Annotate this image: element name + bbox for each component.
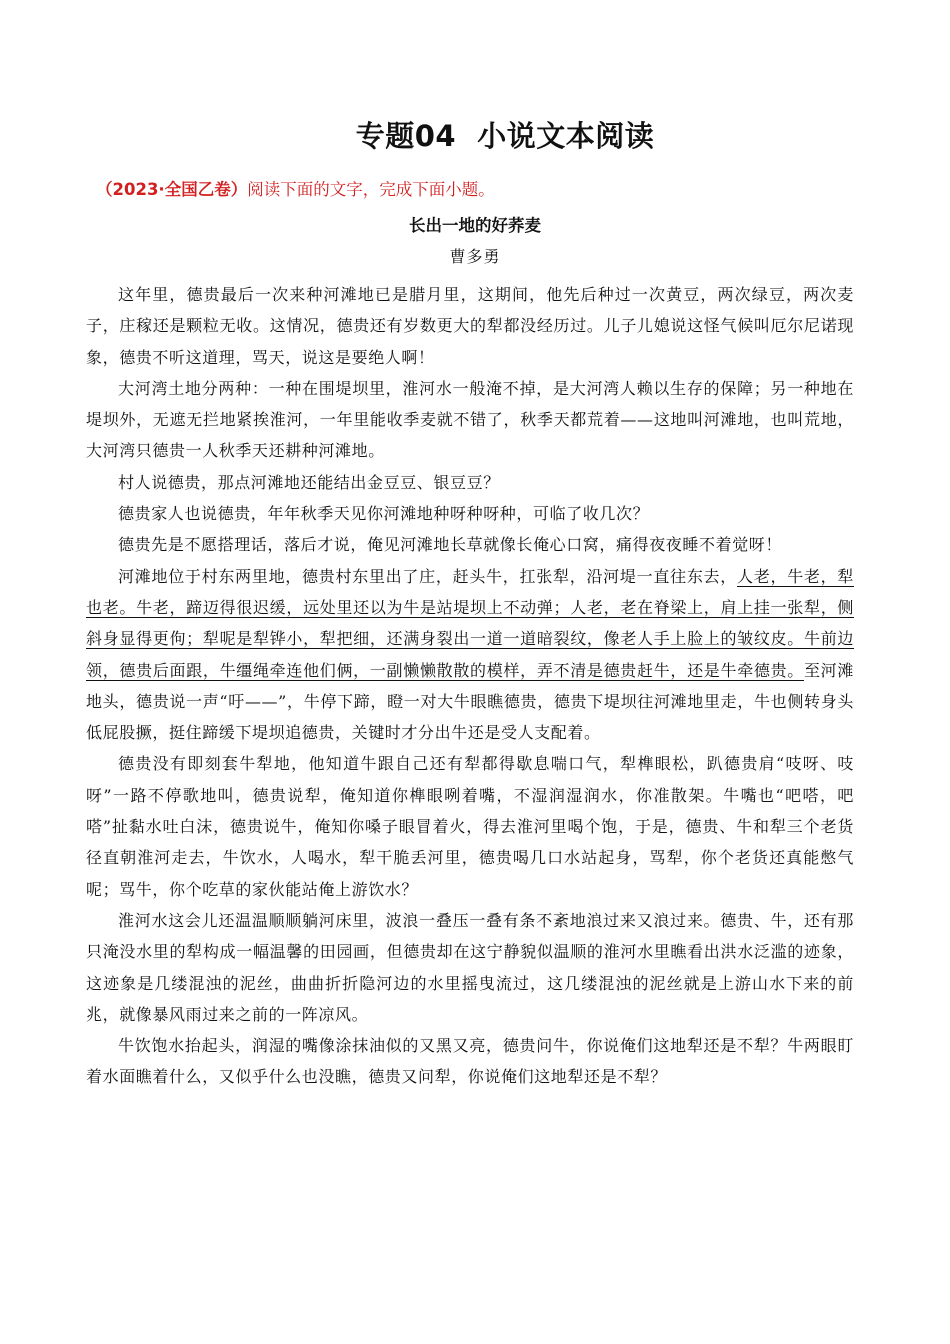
exam-source-tag: （2023·全国乙卷）	[96, 180, 248, 199]
paragraph-text: 德贵先是不愿搭理话，落后才说，俺见河滩地长草就像长俺心口窝，痛得夜夜睡不着觉呀！	[118, 535, 783, 555]
paragraph	[86, 1030, 854, 1093]
paragraph	[86, 373, 854, 467]
paragraph-text: 德贵没有即刻套牛犁地，他知道牛跟自己还有犁都得歇息喘口气，犁榫眼松，趴德贵肩“吱呀、吱呀”一路不停歌地叫，德贵说犁，俺知道你榫眼咧着嘴，不湿润湿润水，你准散架。牛嘴也“吧嗒，吧嗒”扯黏水吐白沫，德贵说牛，俺知你嗓子眼冒着火，得去淮河里喝个饱，于是，德贵、牛和犁三个老货径直朝淮河走去，牛饮水，人喝水，犁干脆丢河里，德贵喝几口水站起身，骂犁，你个老货还真能憋气呢；骂牛，你个吃草的家伙能站俺上游饮水？	[86, 754, 854, 899]
paragraph-text: 至河滩地头，德贵说一声“吁——”，牛停下蹄，瞪一对大牛眼瞧德贵，德贵下堤坝往河滩地里走，牛也侧转身头低屁股撅，挺住蹄缓下堤坝追德贵，关键时才分出牛还是受人支配着。	[86, 660, 854, 743]
question-source-line	[96, 178, 495, 202]
paragraph-text: 这年里，德贵最后一次来种河滩地已是腊月里，这期间，他先后种过一次黄豆，两次绿豆，两次麦子，庄稼还是颗粒无收。这情况，德贵还有岁数更大的犁都没经历过。儿子儿媳说这怪气候叫厄尔尼诺现象，德贵不听这道理，骂天，说这是要绝人啊！	[86, 285, 854, 367]
paragraph-text: 德贵家人也说德贵，年年秋季天见你河滩地种呀种呀种，可临了收几次？	[118, 504, 650, 524]
paragraph-text: 村人说德贵，那点河滩地还能结出金豆豆、银豆豆？	[118, 472, 500, 492]
paragraph	[86, 748, 854, 904]
story-author: 曹多勇	[449, 247, 501, 266]
paragraph	[86, 905, 854, 1030]
paragraph	[86, 467, 854, 498]
paragraph	[86, 529, 854, 560]
paragraph-text: 淮河水这会儿还温温顺顺躺河床里，波浪一叠压一叠有条不紊地浪过来又浪过来。德贵、牛，还有那只淹没水里的犁构成一幅温馨的田园画，但德贵却在这宁静貌似温顺的淮河水里瞧看出洪水泛滥的迹象，这迹象是几缕混浊的泥丝，曲曲折折隐河边的水里摇曳流过，这几缕混浊的泥丝就是上游山水下来的前兆，就像暴风雨过来之前的一阵凉风。	[86, 910, 854, 1024]
reading-instruction: 阅读下面的文字，完成下面小题。	[247, 180, 495, 199]
underlined-passage: 人老，牛老，犁也老。牛老，蹄迈得很迟缓，远处里还以为牛是站堤坝上不动弹；人老，老在脊梁上，肩上挂一张犁，侧斜身显得更佝；犁呢是犁铧小，犁把细，还满身裂出一道一道暗裂纹，像老人手上脸上的皱纹皮。牛前边领，德贵后面跟，牛缰绳牵连他们俩，一副懒懒散散的模样，弄不清是德贵赶牛，还是牛牵德贵。	[86, 566, 854, 680]
paragraph	[86, 279, 854, 373]
paragraph	[86, 498, 854, 529]
story-title: 长出一地的好荞麦	[409, 216, 541, 235]
paragraph-text: 河滩地位于村东两里地，德贵村东里出了庄，赶头牛，扛张犁，沿河堤一直往东去，	[118, 566, 738, 586]
story-body	[86, 279, 854, 1093]
paragraph-text: 大河湾土地分两种：一种在围堤坝里，淮河水一般淹不掉，是大河湾人赖以生存的保障；另一种地在堤坝外，无遮无拦地紧挨淮河，一年里能收季麦就不错了，秋季天都荒着——这地叫河滩地，也叫荒地，大河湾只德贵一人秋季天还耕种河滩地。	[86, 378, 854, 461]
page-title: 专题04 小说文本阅读	[355, 119, 655, 153]
paragraph-text: 牛饮饱水抬起头，润湿的嘴像涂抹油似的又黑又亮，德贵问牛，你说俺们这地犁还是不犁？牛两眼盯着水面瞧着什么，又似乎什么也没瞧，德贵又问犁，你说俺们这地犁还是不犁？	[86, 1036, 854, 1087]
paragraph	[86, 561, 854, 749]
